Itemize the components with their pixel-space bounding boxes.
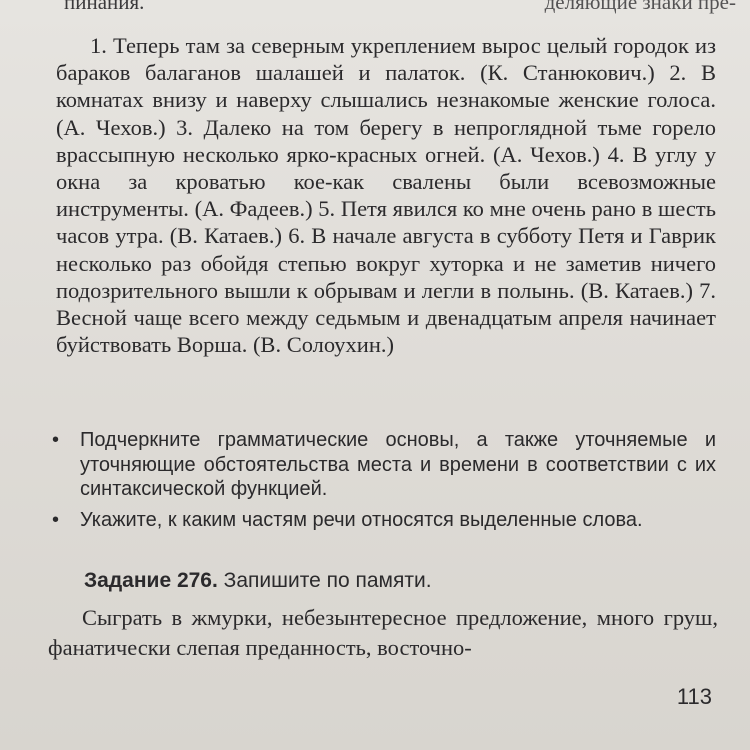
fragment-left: пинания. (64, 0, 145, 14)
fragment-right: деляющие знаки пре- (544, 0, 736, 14)
exercise-paragraph: 1. Теперь там за северным укреплением вырос целый городок из бараков балаганов шалашей и палаток. (К. Станюкович.) 2. В комнатах внизу и наверху слышались незнакомые женские голоса. (А. Чехов.) 3. Далеко на том берегу в непроглядной тьме горело врассыпную несколько ярко-красных огней. (А. Чехов.) 4. В углу у окна за кроватью кое-как свалены были всевозможные инструменты. (А. Фадеев.) 5. Петя явился ко мне очень рано в шесть часов утра. (В. Катаев.) 6. В начале августа в субботу Петя и Гаврик несколько раз обойдя степью вокруг хуторка и не заметив ничего подозрительного вышли к обрывам и легли в полынь. (В. Катаев.) 7. Весной чаще всего между седьмым и двенадцатым апреля начинает буйствовать Ворша. (В. Солоухин.) (56, 33, 716, 358)
bullet-list (50, 428, 716, 538)
list-item (50, 508, 716, 533)
list-item (50, 428, 716, 502)
bullet-icon: • (52, 508, 60, 531)
exercise-text (56, 32, 716, 358)
page-number: 113 (676, 684, 712, 709)
previous-text-fragment (0, 0, 750, 14)
task-text (48, 603, 718, 663)
task-heading (84, 568, 724, 594)
bullet-icon: • (52, 429, 60, 451)
task-paragraph: Сыграть в жмурки, небезынтересное предложение, много груш, фанатически слепая преданность, восточно- (48, 605, 718, 660)
task-label: Задание 276. (84, 569, 218, 592)
bullet-text: Подчеркните грамматические основы, а также уточняемые и уточняющие обстоятельства места и времени в соответствии с их синтаксической функцией. (80, 429, 716, 500)
task-instruction: Запишите по памяти. (223, 569, 432, 592)
bullet-text: Укажите, к каким частям речи относятся выделенные слова. (80, 508, 643, 531)
